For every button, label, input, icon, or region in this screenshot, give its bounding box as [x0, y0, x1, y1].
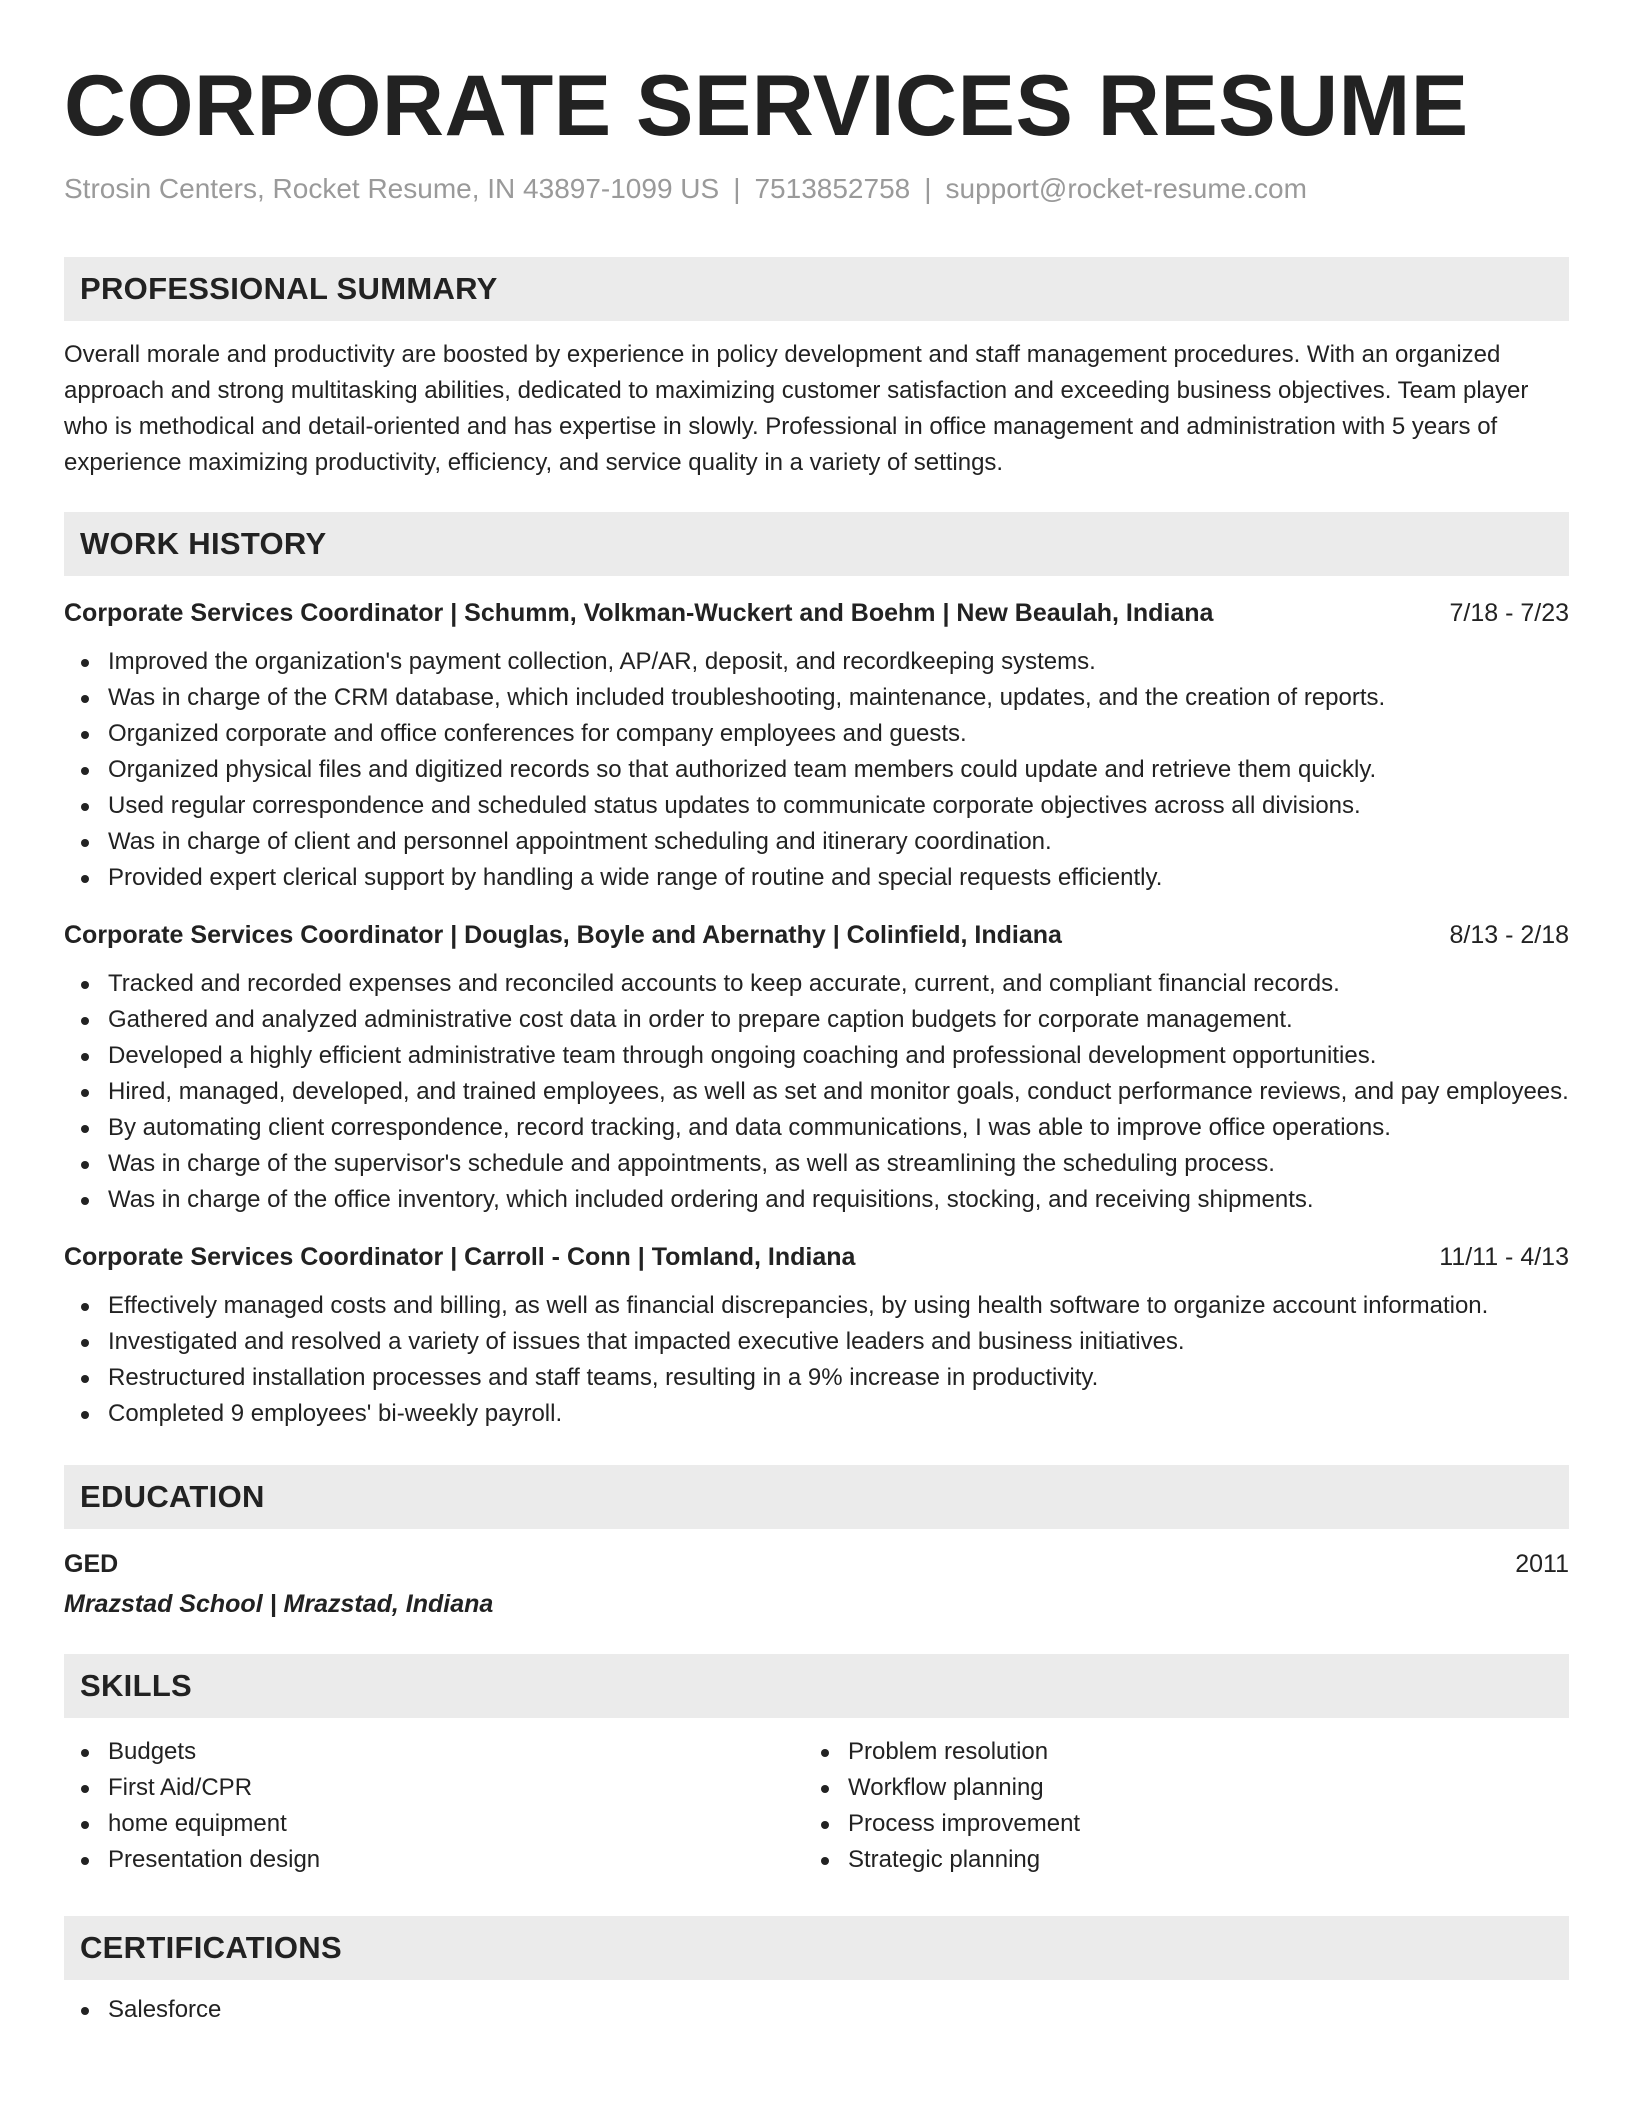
- job-bullet: Was in charge of the CRM database, which included troubleshooting, maintenance, updates, and the creation of reports.: [108, 680, 1569, 716]
- job-bullet: Provided expert clerical support by handling a wide range of routine and special requests efficiently.: [108, 860, 1569, 896]
- skills-column-left: [64, 1734, 804, 1878]
- skill-item: Workflow planning: [848, 1770, 1544, 1806]
- education-degree: GED: [64, 1550, 119, 1578]
- contact-line: [64, 172, 1569, 206]
- job-dates: 7/18 - 7/23: [1449, 599, 1569, 627]
- education-entry: [64, 1547, 1569, 1621]
- skill-item: Process improvement: [848, 1806, 1544, 1842]
- job-bullet: Organized physical files and digitized records so that authorized team members could update and retrieve them quickly.: [108, 752, 1569, 788]
- skills-column-right: [804, 1734, 1544, 1878]
- skill-item: Strategic planning: [848, 1842, 1544, 1878]
- skills-list: [804, 1734, 1544, 1878]
- contact-separator: |: [924, 173, 932, 204]
- job-bullet: Gathered and analyzed administrative cost data in order to prepare caption budgets for corporate management.: [108, 1002, 1569, 1038]
- education-year: 2011: [1515, 1550, 1569, 1578]
- skill-item: home equipment: [108, 1806, 804, 1842]
- education-school: Mrazstad School | Mrazstad, Indiana: [64, 1590, 494, 1618]
- job-bullet: Improved the organization's payment collection, AP/AR, deposit, and recordkeeping systems.: [108, 644, 1569, 680]
- contact-address: Strosin Centers, Rocket Resume, IN 43897-1099 US: [64, 173, 720, 204]
- job-entry: [64, 1240, 1569, 1432]
- certifications-list: [64, 1992, 1569, 2028]
- job-bullets: [64, 644, 1569, 896]
- section-header-skills: SKILLS: [64, 1654, 1569, 1718]
- job-bullet: By automating client correspondence, record tracking, and data communications, I was able to improve office operations.: [108, 1110, 1569, 1146]
- summary-text: Overall morale and productivity are boosted by experience in policy development and staff management procedures. With an organized approach and strong multitasking abilities, dedicated to maximizing customer satisfaction and exceeding business objectives. Team player who is methodical and detail-oriented and has expertise in slowly. Professional in office management and administration with 5 years of experience maximizing productivity, efficiency, and service quality in a variety of settings.: [64, 341, 1529, 476]
- job-header: [64, 918, 1569, 952]
- skills-list: [64, 1734, 804, 1878]
- skill-item: First Aid/CPR: [108, 1770, 804, 1806]
- skill-item: Budgets: [108, 1734, 804, 1770]
- job-bullet: Developed a highly efficient administrative team through ongoing coaching and professional development opportunities.: [108, 1038, 1569, 1074]
- job-bullet: Used regular correspondence and scheduled status updates to communicate corporate objectives across all divisions.: [108, 788, 1569, 824]
- contact-separator: |: [733, 173, 741, 204]
- job-bullet: Was in charge of client and personnel appointment scheduling and itinerary coordination.: [108, 824, 1569, 860]
- job-dates: 11/11 - 4/13: [1439, 1243, 1569, 1271]
- certification-item: Salesforce: [108, 1992, 1569, 2028]
- resume-page: [64, 0, 1569, 2028]
- job-bullet: Tracked and recorded expenses and reconciled accounts to keep accurate, current, and compliant financial records.: [108, 966, 1569, 1002]
- job-entry: [64, 596, 1569, 896]
- contact-phone: 7513852758: [754, 173, 911, 204]
- section-header-summary: PROFESSIONAL SUMMARY: [64, 257, 1569, 321]
- job-bullet: Investigated and resolved a variety of issues that impacted executive leaders and business initiatives.: [108, 1324, 1569, 1360]
- skill-item: Problem resolution: [848, 1734, 1544, 1770]
- skill-item: Presentation design: [108, 1842, 804, 1878]
- section-header-certifications: CERTIFICATIONS: [64, 1916, 1569, 1980]
- job-entry: [64, 918, 1569, 1218]
- job-bullet: Completed 9 employees' bi-weekly payroll.: [108, 1396, 1569, 1432]
- skills-grid: [64, 1734, 1569, 1878]
- job-bullet: Effectively managed costs and billing, as well as financial discrepancies, by using health software to organize account information.: [108, 1288, 1569, 1324]
- job-bullet: Was in charge of the supervisor's schedule and appointments, as well as streamlining the scheduling process.: [108, 1146, 1569, 1182]
- contact-email: support@rocket-resume.com: [945, 173, 1307, 204]
- education-header: [64, 1547, 1569, 1581]
- job-bullet: Was in charge of the office inventory, which included ordering and requisitions, stocking, and receiving shipments.: [108, 1182, 1569, 1218]
- job-bullet: Restructured installation processes and staff teams, resulting in a 9% increase in productivity.: [108, 1360, 1569, 1396]
- job-bullet: Hired, managed, developed, and trained employees, as well as set and monitor goals, conduct performance reviews, and pay employees.: [108, 1074, 1569, 1110]
- section-header-education: EDUCATION: [64, 1465, 1569, 1529]
- job-header: [64, 596, 1569, 630]
- resume-title: CORPORATE SERVICES RESUME: [64, 58, 1469, 154]
- job-title: Corporate Services Coordinator | Douglas, Boyle and Abernathy | Colinfield, Indiana: [64, 921, 1062, 949]
- job-title: Corporate Services Coordinator | Schumm, Volkman-Wuckert and Boehm | New Beaulah, Indiana: [64, 599, 1214, 627]
- job-dates: 8/13 - 2/18: [1449, 921, 1569, 949]
- section-header-work-history: WORK HISTORY: [64, 512, 1569, 576]
- job-header: [64, 1240, 1569, 1274]
- job-bullets: [64, 1288, 1569, 1432]
- job-bullets: [64, 966, 1569, 1218]
- job-title: Corporate Services Coordinator | Carroll - Conn | Tomland, Indiana: [64, 1243, 856, 1271]
- job-bullet: Organized corporate and office conferences for company employees and guests.: [108, 716, 1569, 752]
